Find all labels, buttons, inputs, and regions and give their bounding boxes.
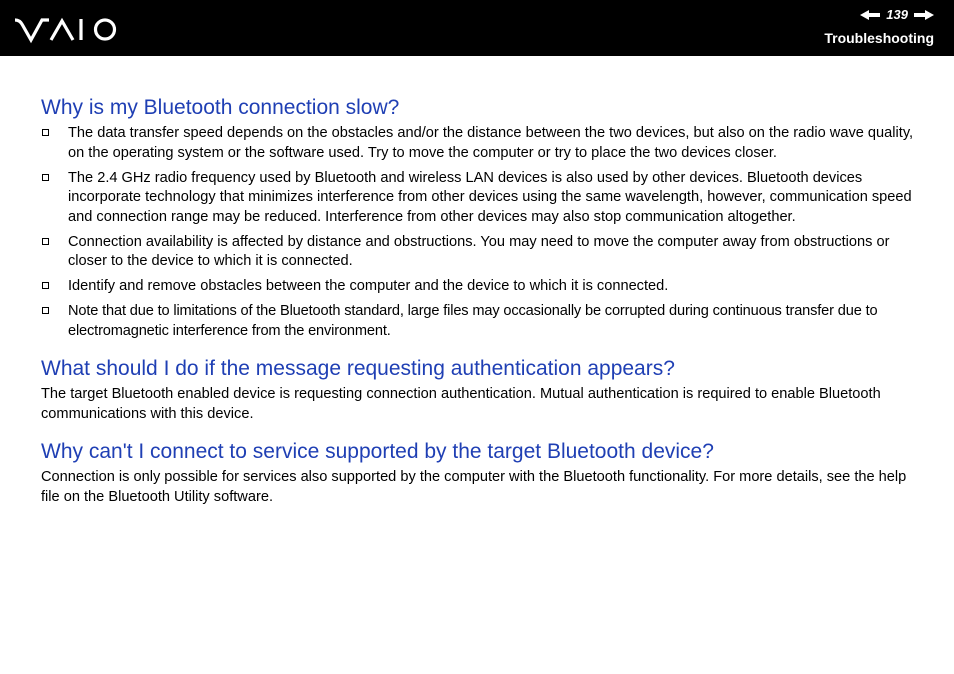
- list-item-text: The data transfer speed depends on the obstacles and/or the distance between the two devices, but also on the radio wave quality, on the operating system or the software used. Try to move the computer or try to place the two devices closer.: [68, 125, 914, 161]
- list-item-text: Note that due to limitations of the Bluetooth standard, large files may occasionally be corrupted during continuous transfer due to electromagnetic interference from the environment.: [68, 303, 878, 339]
- heading-bluetooth-slow: Why is my Bluetooth connection slow?: [41, 96, 400, 119]
- heading-cannot-connect: Why can't I connect to service supported by the target Bluetooth device?: [41, 440, 714, 463]
- list-item: [41, 302, 916, 341]
- page-navigator: [860, 7, 934, 23]
- checkbox-bullet-icon: [42, 282, 49, 289]
- list-item-text: Identify and remove obstacles between the computer and the device to which it is connected.: [68, 278, 669, 294]
- bullet-list: [41, 124, 916, 341]
- page-number: 139: [886, 7, 908, 22]
- checkbox-bullet-icon: [42, 174, 49, 181]
- section-title: Troubleshooting: [824, 30, 934, 46]
- previous-page-icon[interactable]: [860, 10, 880, 20]
- next-page-icon[interactable]: [914, 10, 934, 20]
- checkbox-bullet-icon: [42, 307, 49, 314]
- paragraph-cannot-connect: Connection is only possible for services also supported by the computer with the Bluetooth functionality. For more details, see the help file on the Bluetooth Utility software.: [41, 469, 907, 505]
- list-item: [41, 233, 916, 272]
- paragraph-authentication: The target Bluetooth enabled device is requesting connection authentication. Mutual authentication is required to enable Bluetooth communications with this device.: [41, 386, 881, 422]
- heading-authentication: What should I do if the message requesting authentication appears?: [41, 357, 675, 380]
- list-item-text: The 2.4 GHz radio frequency used by Bluetooth and wireless LAN devices is also used by other devices. Bluetooth devices incorporate technology that minimizes interference from other devices using the same wavelength, however, communication speed and connection range may be reduced. Interference from other devices may also stop communication altogether.: [68, 169, 912, 225]
- main-content: [41, 95, 916, 507]
- header-bar: [0, 0, 954, 56]
- vaio-logo: [13, 13, 121, 45]
- list-item-text: Connection availability is affected by distance and obstructions. You may need to move the computer away from obstructions or closer to the device to which it is connected.: [68, 233, 890, 269]
- checkbox-bullet-icon: [42, 129, 49, 136]
- list-item: [41, 169, 916, 228]
- list-item: [41, 277, 916, 297]
- list-item: [41, 124, 916, 163]
- checkbox-bullet-icon: [42, 238, 49, 245]
